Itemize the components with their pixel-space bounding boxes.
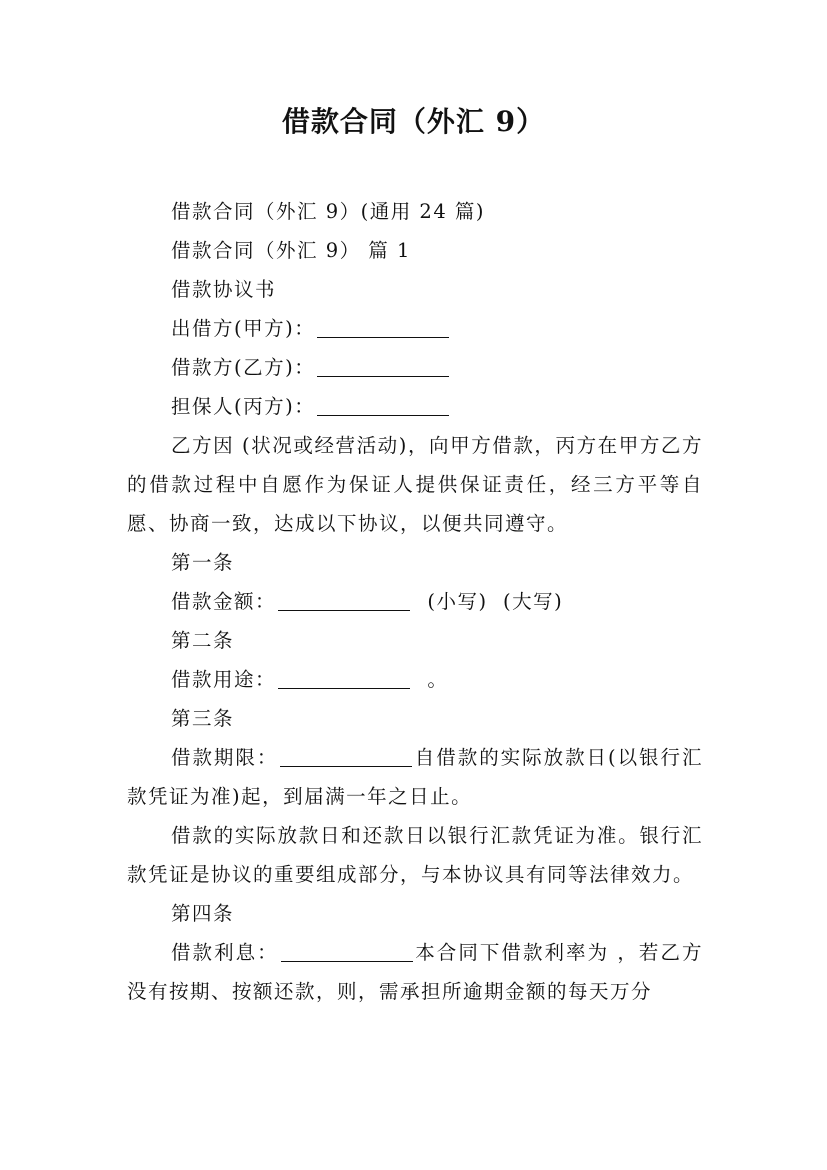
- document-title: 借款合同（外汇 9）: [281, 105, 546, 138]
- loan-interest-tail: 本合同下借款利率为 ，若乙方没有按期、按额还款，则，需承担所逾期金额的每天万分: [127, 941, 703, 1003]
- article-1-heading: 第一条: [171, 551, 235, 574]
- loan-interest-label: 借款利息：: [171, 941, 279, 964]
- agreement-heading: 借款协议书: [171, 278, 277, 301]
- guarantor-label: 担保人(丙方)：: [171, 395, 316, 418]
- loan-term-label: 借款期限：: [171, 746, 279, 769]
- preamble-paragraph: 乙方因 (状况或经营活动)，向甲方借款，丙方在甲方乙方的借款过程中自愿作为保证人提供保证责任，经三方平等自愿、协商一致，达成以下协议，以便共同遵守。: [127, 434, 703, 535]
- loan-term-paragraph: [127, 738, 703, 816]
- loan-purpose-line: [127, 660, 703, 699]
- loan-term-tail: 自借款的实际放款日(以银行汇款凭证为准)起，到届满一年之日止。: [127, 746, 703, 808]
- article-4-heading: 第四条: [171, 902, 235, 925]
- lender-line: [127, 309, 703, 348]
- borrower-blank: [317, 354, 449, 377]
- loan-purpose-blank: [278, 666, 410, 689]
- loan-purpose-tail: 。: [412, 668, 449, 691]
- borrower-label: 借款方(乙方)：: [171, 356, 316, 379]
- guarantor-blank: [317, 393, 449, 416]
- loan-interest-blank: [281, 939, 413, 962]
- subtitle-line: 借款合同（外汇 9）(通用 24 篇): [171, 200, 486, 223]
- loan-amount-label: 借款金额：: [171, 590, 277, 613]
- remittance-paragraph: 借款的实际放款日和还款日以银行汇款凭证为准。银行汇款凭证是协议的重要组成部分，与本协议具有同等法律效力。: [127, 824, 703, 886]
- lender-label: 出借方(甲方)：: [171, 317, 316, 340]
- loan-term-blank: [280, 744, 412, 767]
- lender-blank: [317, 315, 449, 338]
- article-2-heading: 第二条: [171, 629, 235, 652]
- loan-purpose-label: 借款用途：: [171, 668, 277, 691]
- loan-amount-blank: [278, 588, 410, 611]
- guarantor-line: [127, 387, 703, 426]
- document-body: [127, 192, 703, 1011]
- section-heading: 借款合同（外汇 9） 篇 1: [171, 239, 411, 262]
- borrower-line: [127, 348, 703, 387]
- loan-amount-tail: (小写) (大写): [412, 590, 564, 613]
- loan-interest-paragraph: [127, 933, 703, 1011]
- loan-amount-line: [127, 582, 703, 621]
- article-3-heading: 第三条: [171, 707, 235, 730]
